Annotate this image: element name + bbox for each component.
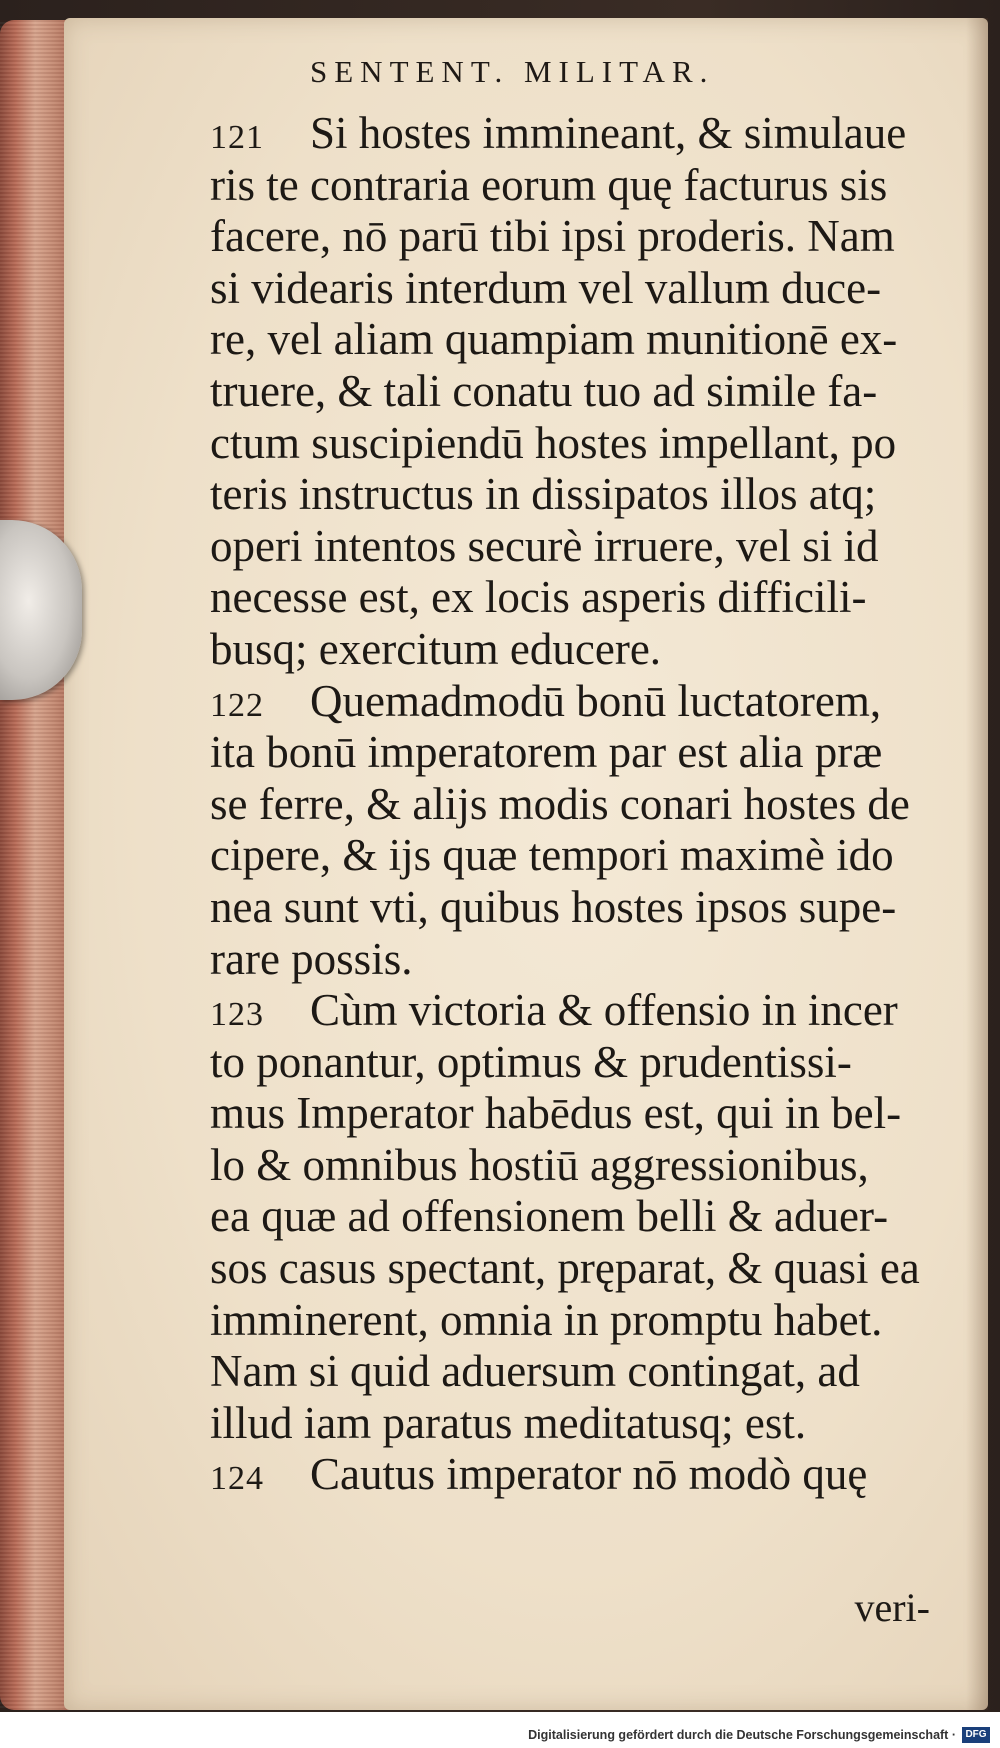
text-line [210, 417, 897, 470]
text-line [210, 1037, 870, 1089]
text-line [210, 1294, 883, 1347]
line-text: Cùm victoria & offensio in incer [310, 985, 898, 1036]
text-line [210, 1346, 870, 1398]
line-text: mus Imperator habēdus est, qui in bel- [210, 1088, 902, 1139]
line-text: Si hostes immineant, & simulaue [310, 108, 907, 158]
paragraph-number: 124 [210, 1460, 264, 1498]
line-text: ctum suscipiendū hostes impellant, po [210, 417, 897, 468]
text-line [210, 675, 882, 728]
text-line [210, 365, 878, 418]
text-line [210, 778, 910, 831]
text-line [210, 469, 877, 521]
text-line [210, 985, 898, 1037]
catchword: veri- [854, 1585, 930, 1630]
page-shadow [966, 18, 988, 1710]
line-text: operi intentos securè irruere, vel si id [210, 520, 879, 571]
line-text: si videaris interdum vel vallum duce- [210, 262, 882, 313]
paragraph-number: 123 [210, 996, 264, 1034]
line-text: Nam si quid aduersum contingat, ad [210, 1346, 860, 1397]
text-line [210, 1243, 920, 1295]
line-text: Cautus imperator nō modò quę [310, 1449, 868, 1500]
dfg-logo: DFG [962, 1727, 990, 1743]
line-text: sos casus spectant, pręparat, & quasi ea [210, 1243, 920, 1294]
text-line [210, 727, 883, 779]
text-line [210, 1449, 870, 1501]
text-line [210, 934, 870, 986]
text-line [210, 1088, 902, 1140]
funding-credit: Digitalisierung gefördert durch die Deutsche Forschungsgemeinschaft · [528, 1728, 956, 1742]
line-text: Quemadmodū bonū luctatorem, [310, 675, 882, 726]
line-text: busq; exercitum educere. [210, 623, 662, 674]
paragraph-number: 121 [210, 119, 264, 156]
text-line [210, 830, 894, 882]
line-text: rare possis. [210, 933, 413, 984]
line-text: imminerent, omnia in promptu habet. [210, 1294, 883, 1345]
text-line [210, 881, 897, 934]
line-text: to ponantur, optimus & prudentissi- [210, 1036, 852, 1087]
text-line [210, 624, 870, 676]
line-text: facere, nō parū tibi ipsi proderis. Nam [210, 211, 895, 262]
line-text: illud iam paratus meditatusq; est. [210, 1397, 807, 1448]
text-line [210, 1191, 889, 1243]
text-line [210, 262, 882, 315]
text-line [210, 108, 907, 160]
text-line [210, 520, 879, 573]
line-text: nea sunt vti, quibus hostes ipsos supe- [210, 881, 897, 932]
paragraph-number: 122 [210, 686, 264, 724]
line-text: cipere, & ijs quæ tempori maximè ido [210, 830, 894, 881]
line-text: necesse est, ex locis asperis difficili- [210, 572, 867, 623]
text-line [210, 159, 888, 212]
line-text: se ferre, & alijs modis conari hostes de [210, 778, 910, 829]
running-header: SENTENT. MILITAR. [310, 54, 715, 89]
line-text: teris instructus in dissipatos illos atq; [210, 469, 877, 520]
line-text: truere, & tali conatu tuo ad simile fa- [210, 365, 878, 416]
text-line [210, 1140, 870, 1192]
text-line [210, 314, 898, 366]
line-text: lo & omnibus hostiū aggressionibus, [210, 1139, 869, 1190]
line-text: ea quæ ad offensionem belli & aduer- [210, 1191, 889, 1242]
line-text: ita bonū imperatorem par est alia præ [210, 727, 883, 778]
line-text: re, vel aliam quampiam munitionē ex- [210, 314, 898, 365]
page-text [210, 108, 920, 1501]
text-line [210, 211, 895, 263]
line-text: ris te contraria eorum quę facturus sis [210, 159, 888, 210]
text-line [210, 1398, 870, 1450]
text-line [210, 572, 870, 624]
